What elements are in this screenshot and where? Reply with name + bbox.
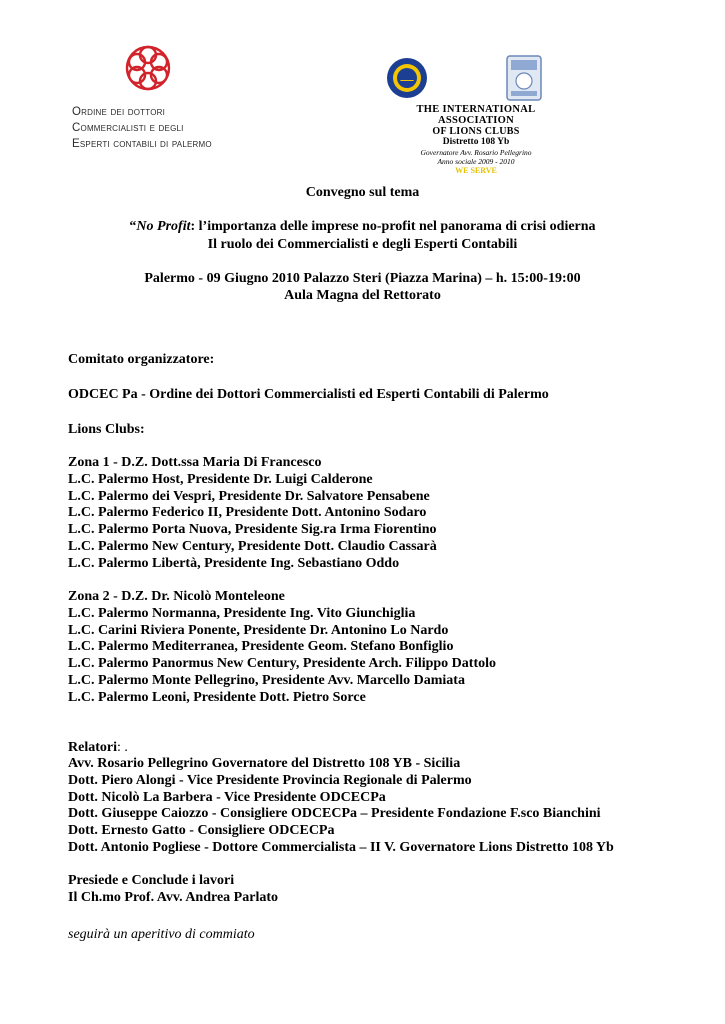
- zona-2-list: [68, 589, 496, 707]
- lions-motto: WE SERVE: [455, 166, 497, 175]
- convegno-label: Convegno sul tema: [305, 185, 420, 200]
- list-item: Avv. Rosario Pellegrino Governatore del Distretto 108 YB - Sicilia: [68, 756, 461, 771]
- list-item: Dott. Antonio Pogliese - Dottore Commercialista – II V. Governatore Lions Distretto 108 Yb: [68, 839, 614, 855]
- odcec-logo-text: [72, 104, 272, 152]
- aperitivo-note: seguirà un aperitivo di commiato: [68, 927, 255, 942]
- presiede-line-1: Presiede e Conclude i lavori: [68, 873, 235, 888]
- list-item: L.C. Palermo Libertà, Presidente Ing. Sebastiano Oddo: [68, 555, 400, 571]
- list-item: L.C. Palermo Porta Nuova, Presidente Sig.ra Irma Fiorentino: [68, 522, 437, 538]
- list-item: L.C. Palermo dei Vespri, Presidente Dr. Salvatore Pensabene: [68, 488, 430, 504]
- event-title-rest: : l’importanza delle imprese no-profit nel panorama di crisi odierna: [190, 219, 596, 234]
- list-item: L.C. Palermo Normanna, Presidente Ing. Vito Giunchiglia: [68, 605, 416, 621]
- relatori-heading: [68, 739, 128, 756]
- list-item: Dott. Giuseppe Caiozzo - Consigliere ODCECPa – Presidente Fondazione F.sco Bianchini: [68, 806, 601, 822]
- relatori-label: Relatori: [68, 740, 117, 755]
- list-item: L.C. Palermo Host, Presidente Dr. Luigi Calderone: [68, 471, 373, 487]
- odcec-logo-line-3: Esperti contabili di palermo: [72, 138, 212, 150]
- list-item: Dott. Nicolò La Barbera - Vice Presidente ODCECPa: [68, 789, 386, 805]
- list-item: L.C. Palermo Federico II, Presidente Dott. Antonino Sodaro: [68, 505, 427, 521]
- lions-header-line-2: OF LIONS CLUBS: [432, 126, 520, 137]
- relatori-suffix: : .: [116, 740, 128, 755]
- event-title: [0, 218, 725, 235]
- quote-open: “: [129, 219, 137, 234]
- no-profit-term: No Profit: [136, 219, 191, 234]
- zona-1-list: [68, 455, 437, 573]
- lions-header-line-5: Anno sociale 2009 - 2010: [437, 157, 515, 166]
- relatori-list: [68, 756, 614, 857]
- list-item: L.C. Palermo New Century, Presidente Dott. Claudio Cassarà: [68, 538, 437, 554]
- list-item: L.C. Palermo Monte Pellegrino, Presidente Avv. Marcello Damiata: [68, 672, 465, 688]
- list-item: L.C. Palermo Panormus New Century, Presidente Arch. Filippo Dattolo: [68, 656, 497, 672]
- list-item: Dott. Ernesto Gatto - Consigliere ODCECPa: [68, 823, 335, 839]
- event-venue: Palermo - 09 Giugno 2010 Palazzo Steri (Piazza Marina) – h. 15:00-19:00: [144, 271, 581, 286]
- list-item: L.C. Palermo Mediterranea, Presidente Geom. Stefano Bonfiglio: [68, 639, 454, 655]
- list-item: Dott. Piero Alongi - Vice Presidente Provincia Regionale di Palermo: [68, 772, 472, 788]
- list-item: L.C. Carini Riviera Ponente, Presidente Dr. Antonino Lo Nardo: [68, 622, 449, 638]
- event-subtitle: Il ruolo dei Commercialisti e degli Esperti Contabili: [207, 237, 518, 252]
- lions-header-line-1: THE INTERNATIONAL ASSOCIATION: [416, 104, 536, 126]
- odcec-logo-line-2: Commercialisti e degli: [72, 122, 184, 134]
- lions-emblem-icon: [386, 57, 428, 99]
- list-item: Zona 1 - D.Z. Dott.ssa Maria Di Francesco: [68, 455, 322, 470]
- list-item: Zona 2 - D.Z. Dr. Nicolò Monteleone: [68, 589, 285, 604]
- list-item: L.C. Palermo Leoni, Presidente Dott. Pietro Sorce: [68, 689, 366, 705]
- lions-header-line-3: Distretto 108 Yb: [442, 137, 510, 147]
- odcec-logo-line-1: Ordine dei dottori: [72, 106, 166, 118]
- lions-header-line-4: Governatore Avv. Rosario Pellegrino: [420, 148, 532, 157]
- lions-clubs-label: Lions Clubs:: [68, 422, 145, 437]
- odcec-logo-icon: [122, 42, 174, 94]
- event-room: Aula Magna del Rettorato: [284, 288, 441, 303]
- lions-header: [380, 104, 572, 176]
- comitato-label: Comitato organizzatore:: [68, 352, 215, 367]
- district-emblem-icon: [506, 55, 542, 101]
- presiede-line-2: Il Ch.mo Prof. Avv. Andrea Parlato: [68, 889, 278, 905]
- presiede-block: [68, 873, 278, 907]
- odcec-full-name: ODCEC Pa - Ordine dei Dottori Commercialisti ed Esperti Contabili di Palermo: [68, 387, 549, 402]
